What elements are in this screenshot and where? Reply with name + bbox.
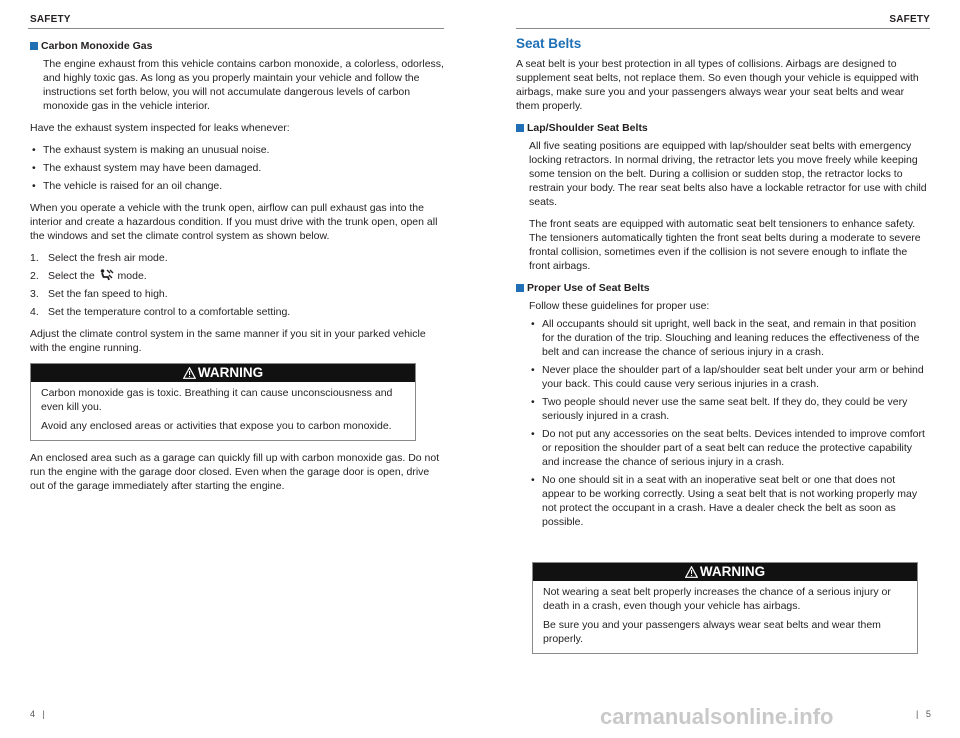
list-item: • The vehicle is raised for an oil change. [32,180,223,192]
adjust-paragraph: Adjust the climate control system in the same manner if you sit in your parked vehicle with the engine running. [30,328,426,354]
blue-square-icon [516,124,524,132]
section-heading [516,281,930,295]
warning-label: WARNING [197,365,264,380]
page-header: SAFETY [30,14,71,25]
bullet-icon: • [531,474,535,486]
list-item: • The exhaust system may have been damaged. [32,162,262,174]
warning-text: Avoid any enclosed areas or activities that expose you to carbon monoxide. [41,420,392,432]
floor-defrost-mode-icon [99,269,114,281]
warning-body [31,382,415,440]
right-page [480,0,960,738]
section-heading [30,39,444,53]
list-item: • Never place the shoulder part of a lap/shoulder seat belt under your arm or behind your back. This could cause very serious injuries in a crash. [531,364,924,390]
step-item: 3. Set the fan speed to high. [30,288,168,300]
bullet-icon: • [32,144,36,156]
bullet-icon: • [531,396,535,408]
bullet-icon: • [531,428,535,440]
list-item: • All occupants should sit upright, well back in the seat, and remain in that position for the duration of the trip. Slouching and leaning reduces the effectiveness of the belt and can increase the chance of serious injury in a crash. [531,318,920,358]
lap-paragraph: The front seats are equipped with automatic seat belt tensioners to enhance safety. The tensioners automatically tighten the front seat belts during a moderate to severe frontal collision, sometimes even if the collision is not severe enough to inflate the front airbags. [529,218,921,272]
seatbelt-warning-box [532,562,918,654]
blue-square-icon [30,42,38,50]
warning-triangle-icon [685,566,698,578]
page-number: | 5 [916,709,931,719]
seatbelt-intro: A seat belt is your best protection in all types of collisions. Airbags are designed to supplement seat belts, not replace them. So even though your vehicle is equipped with airbags, make sure you and your passengers always wear your seat belts and wear them properly. [516,58,919,112]
warning-text: Be sure you and your passengers always wear seat belts and wear them properly. [543,619,881,645]
header-rule [28,28,444,29]
step-item: 4. Set the temperature control to a comfortable setting. [30,306,291,318]
warning-bar [31,364,415,382]
trunk-paragraph: When you operate a vehicle with the trunk open, airflow can pull exhaust gas into the interior and create a hazardous condition. If you must drive with the trunk open, open all the windows and set the climate control system as shown below. [30,202,438,242]
list-item: • The exhaust system is making an unusual noise. [32,144,270,156]
guidelines-list [529,317,930,529]
co-warning-box [30,363,416,441]
list-item: • Do not put any accessories on the seat belts. Devices intended to improve comfort or reposition the shoulder part of a seat belt can reduce the protective capability and increase the chance of serious injury in a crash. [531,428,925,468]
warning-bar [533,563,917,581]
section-heading-text: Lap/Shoulder Seat Belts [527,122,648,134]
blue-square-icon [516,284,524,292]
warning-text: Carbon monoxide gas is toxic. Breathing it can cause unconsciousness and even kill you. [41,387,393,413]
co-intro: The engine exhaust from this vehicle contains carbon monoxide, a colorless, odorless, and highly toxic gas. As long as you properly maintain your vehicle and follow the instructions set forth below, you will not accumulate dangerous levels of carbon monoxide gas in the vehicle interior. [43,58,444,112]
left-column [30,39,444,501]
right-column [516,37,930,537]
inspect-list [30,143,444,193]
watermark: carmanualsonline.info [600,704,834,729]
warning-label: WARNING [699,564,766,579]
warning-body [533,581,917,653]
warning-triangle-icon [183,367,196,379]
header-rule [516,28,930,29]
page-number: 4 | [30,709,45,719]
page-title: Seat Belts [516,36,582,51]
list-item: • Two people should never use the same seat belt. If they do, they could be very seriously injured in a crash. [531,396,908,422]
bullet-icon: • [32,180,36,192]
step-item: 1. Select the fresh air mode. [30,252,168,264]
steps-list [30,251,444,319]
proper-lead: Follow these guidelines for proper use: [529,300,710,312]
warning-text: Not wearing a seat belt properly increases the chance of a serious injury or death in a crash, even though your vehicle has airbags. [543,586,891,612]
section-heading [516,121,930,135]
bullet-icon: • [531,318,535,330]
bullet-icon: • [531,364,535,376]
step-item: 2. Select the mode. [30,270,147,282]
section-heading-text: Proper Use of Seat Belts [527,282,650,294]
section-heading-text: Carbon Monoxide Gas [41,40,153,52]
page-header: SAFETY [889,14,930,25]
enclosed-paragraph: An enclosed area such as a garage can quickly fill up with carbon monoxide gas. Do not run the engine with the garage door closed. Even when the garage door is open, drive out of the garage immediately after starting the engine. [30,452,440,492]
inspect-lead: Have the exhaust system inspected for leaks whenever: [30,122,290,134]
list-item: • No one should sit in a seat with an inoperative seat belt or one that does not appear to be working correctly. Using a seat belt that is not working properly may not protect the occupant in a crash. Have a dealer check the belt as soon as possible. [531,474,918,528]
bullet-icon: • [32,162,36,174]
lap-paragraph: All five seating positions are equipped with lap/shoulder seat belts with emergency locking retractors. In normal driving, the retractor lets you move freely while keeping some tension on the belt. During a collision or sudden stop, the retractor locks to restrain your body. The rear seat belts also have a lockable retractor for use with child seats. [529,140,927,208]
